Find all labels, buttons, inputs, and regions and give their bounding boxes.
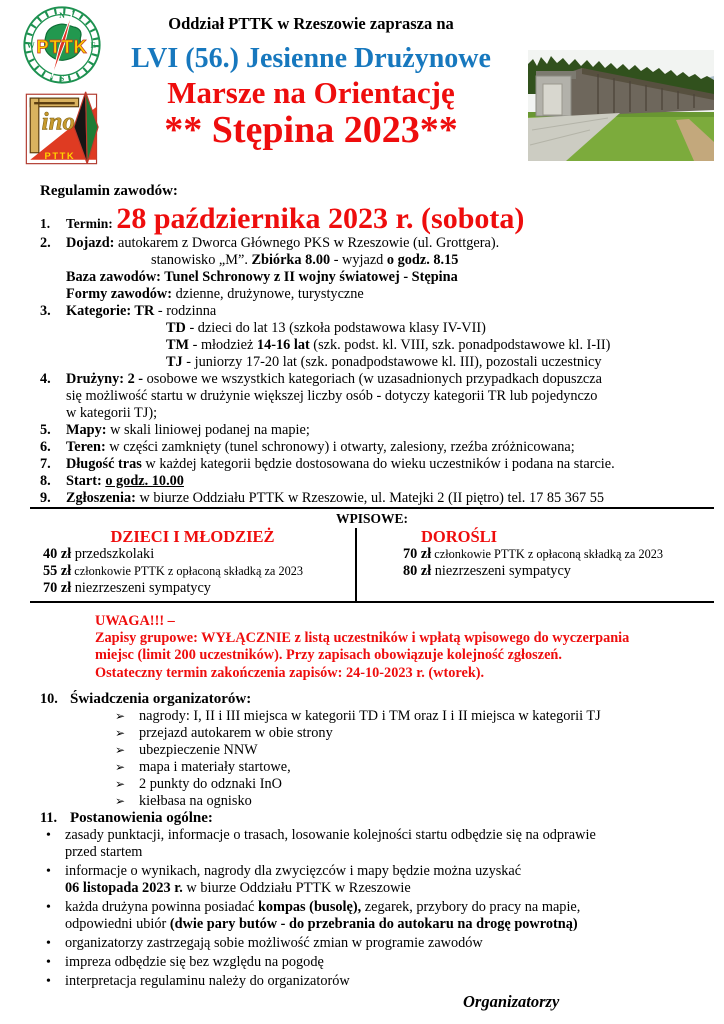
regulations-body [40,183,715,1012]
item-line: TD - dzieci do lat 13 (szkoła podstawowa klasy IV-VII) [166,320,486,336]
dot-bullet-icon: • [46,954,51,970]
header-titles [100,14,522,150]
organizers-signature: Organizatorzy [463,991,560,1011]
uwaga-line: miejsc (limit 200 uczestników). Przy zapisach obowiązuje kolejność zgłoszeń. [95,647,562,664]
list-item-swiadczenia [40,691,715,708]
arrow-bullet-icon: ➢ [115,759,126,774]
svg-text:PTTK: PTTK [44,150,76,161]
arrow-bullet-icon: ➢ [115,776,126,791]
dot-bullet-icon: • [46,827,51,843]
item-line: Dojazd: autokarem z Dworca Głównego PKS w Rzeszowie (ul. Grottgera). [66,235,500,251]
event-date: 28 października 2023 r. (sobota) [116,202,525,235]
item-line: stanowisko „M”. Zbiórka 8.00 - wyjazd o godz. 8.15 [151,252,459,268]
benefit-text: nagrody: I, II i III miejsca w kategorii TD i TM oraz I i II miejsca w kategorii TJ [139,707,601,724]
rule-text: odpowiedni ubiór (dwie pary butów - do przebrania do autokaru na drogę powrotną) [65,915,578,932]
list-item-teren [40,439,715,456]
item-number: 3. [40,303,51,319]
entry-fee-section [30,507,714,603]
swiadczenia-heading: Świadczenia organizatorów: [70,690,252,707]
dot-bullet-icon: • [46,935,51,951]
benefit-item [40,708,715,725]
termin-line [66,202,715,235]
entry-fee-table [30,527,714,601]
arrow-bullet-icon: ➢ [115,708,126,723]
column-divider [355,528,357,601]
benefit-item [40,793,715,810]
rule-item [40,827,715,861]
list-item-zgloszenia [40,490,715,507]
benefit-text: kiełbasa na ognisko [139,792,252,809]
item-number: 7. [40,456,51,472]
rule-text: przed startem [65,843,143,860]
event-title-line3: ** Stępina 2023** [164,109,458,151]
item-line: Drużyny: 2 - osobowe we wszystkich kategoriach (w uzasadnionych przypadkach dopuszcza [66,371,602,387]
rule-text: każda drużyna powinna posiadać kompas (busolę), zegarek, przybory do pracy na mapie, [65,898,581,915]
rule-item [40,899,715,933]
item-number: 6. [40,439,51,455]
dot-bullet-icon: • [46,899,51,915]
item-line: Formy zawodów: dzienne, drużynowe, turystyczne [66,286,364,302]
list-item-start [40,473,715,490]
item-number: 5. [40,422,51,438]
item-line: TJ - juniorzy 17-20 lat (szk. ponadpodstawowe kl. III), pozostali uczestnicy [166,354,602,370]
ino-badge-icon [24,88,102,166]
item-number: 10. [40,690,58,707]
uwaga-line: Zapisy grupowe: WYŁĄCZNIE z listą uczestników i wpłatą wpisowego do wyczerpania [95,630,630,647]
rule-text: 06 listopada 2023 r. w biurze Oddziału PTTK w Rzeszowie [65,879,411,896]
item-number: 2. [40,235,51,251]
svg-text:N: N [59,10,65,20]
svg-text:PTTK: PTTK [36,36,88,57]
fees-children-header: DZIECI I MŁODZIEŻ [110,527,275,546]
benefit-text: ubezpieczenie NNW [139,741,258,758]
arrow-bullet-icon: ➢ [115,725,126,740]
uwaga-line: Ostateczny termin zakończenia zapisów: 24-10-2023 r. (wtorek). [95,664,485,681]
tunnel-shelter-photo-image [528,50,714,161]
item-line: Mapy: w skali liniowej podanej na mapie; [66,422,310,438]
item-number: 4. [40,371,51,387]
rule-text: interpretacja regulaminu należy do organizatorów [65,972,350,989]
item-line: Teren: w części zamknięty (tunel schronowy) i otwarty, zalesiony, rzeźba zróżnicowana; [66,439,575,455]
item-line: Start: o godz. 10.00 [66,473,184,489]
fees-adults-column [355,527,714,597]
rule-item [40,863,715,897]
event-title-line1: LVI (56.) Jesienne Drużynowe [131,43,491,74]
item-number: 8. [40,473,51,489]
svg-text:ino: ino [41,108,75,136]
fee-row: 70 zł niezrzeszeni sympatycy [43,580,211,596]
pttk-compass-logo [22,5,102,85]
rule-bottom [30,601,714,603]
item-line: w kategorii TJ); [66,405,158,421]
rule-text: impreza odbędzie się bez względu na pogodę [65,953,324,970]
tunnel-shelter-photo [528,50,714,161]
rule-text: organizatorzy zastrzegają sobie możliwość zmian w programie zawodów [65,934,483,951]
list-item-mapy [40,422,715,439]
benefit-item [40,742,715,759]
uwaga-notice [95,613,715,682]
list-item-postanowienia [40,810,715,827]
item-line: Baza zawodów: Tunel Schronowy z II wojny światowej - Stępina [66,269,458,285]
ino-badge-logo [24,88,102,166]
item-line: Kategorie: TR - rodzinna [66,303,217,319]
uwaga-line: UWAGA!!! – [95,613,175,629]
benefit-item [40,776,715,793]
rule-item [40,954,715,971]
rule-item [40,935,715,952]
list-item-kategorie [40,303,715,371]
arrow-bullet-icon: ➢ [115,742,126,757]
fee-row: 55 zł członkowie PTTK z opłaconą składką za 2023 [43,563,304,579]
list-item-dojazd [40,235,715,303]
postanowienia-heading: Postanowienia ogólne: [70,809,213,826]
list-item-druzyny [40,371,715,422]
item-line: TM - młodzież 14-16 lat (szk. podst. kl. VIII, szk. ponadpodstawowe kl. I-II) [166,337,611,353]
regulamin-heading: Regulamin zawodów: [40,183,178,199]
list-item-dlugosc [40,456,715,473]
benefit-text: przejazd autokarem w obie strony [139,724,333,741]
fee-row: 80 zł niezrzeszeni sympatycy [403,563,571,579]
benefit-text: mapa i materiały startowe, [139,758,291,775]
rule-text: zasady punktacji, informacje o trasach, losowanie kolejności startu odbędzie się na odprawie [65,826,596,843]
benefit-item [40,759,715,776]
svg-text:E: E [90,41,96,51]
entry-fee-title: WPISOWE: [335,511,408,526]
fees-adults-header: DOROŚLI [421,527,498,546]
dot-bullet-icon: • [46,973,51,989]
item-number: 11. [40,809,58,826]
event-title-line2: Marsze na Orientację [167,75,455,110]
item-line: Zgłoszenia: w biurze Oddziału PTTK w Rzeszowie, ul. Matejki 2 (II piętro) tel. 17 85 367 55 [66,490,605,506]
arrow-bullet-icon: ➢ [115,793,126,808]
fee-row: 70 zł członkowie PTTK z opłaconą składką za 2023 [403,546,664,562]
rule-item [40,973,715,990]
item-line: Długość tras w każdej kategorii będzie dostosowana do wieku uczestników i podana na starcie. [66,456,615,472]
dot-bullet-icon: • [46,863,51,879]
item-number: 9. [40,490,51,506]
svg-text:W: W [26,41,35,51]
benefit-text: 2 punkty do odznaki InO [139,775,282,792]
benefit-item [40,725,715,742]
list-item-termin [40,202,715,235]
pttk-compass-icon [22,5,102,85]
termin-label: Termin: [66,216,113,231]
item-number: 1. [40,216,51,231]
svg-text:S: S [59,74,65,83]
rule-text: informacje o wynikach, nagrody dla zwycięzców i mapy będzie można uzyskać [65,862,522,879]
fees-children-column [30,527,355,597]
fee-row: 40 zł przedszkolaki [43,546,155,562]
invite-line: Oddział PTTK w Rzeszowie zaprasza na [168,14,454,33]
item-line: się możliwość startu w drużynie większej liczby osób - dotyczy kategorii TR lub pojedynczo [66,388,598,404]
